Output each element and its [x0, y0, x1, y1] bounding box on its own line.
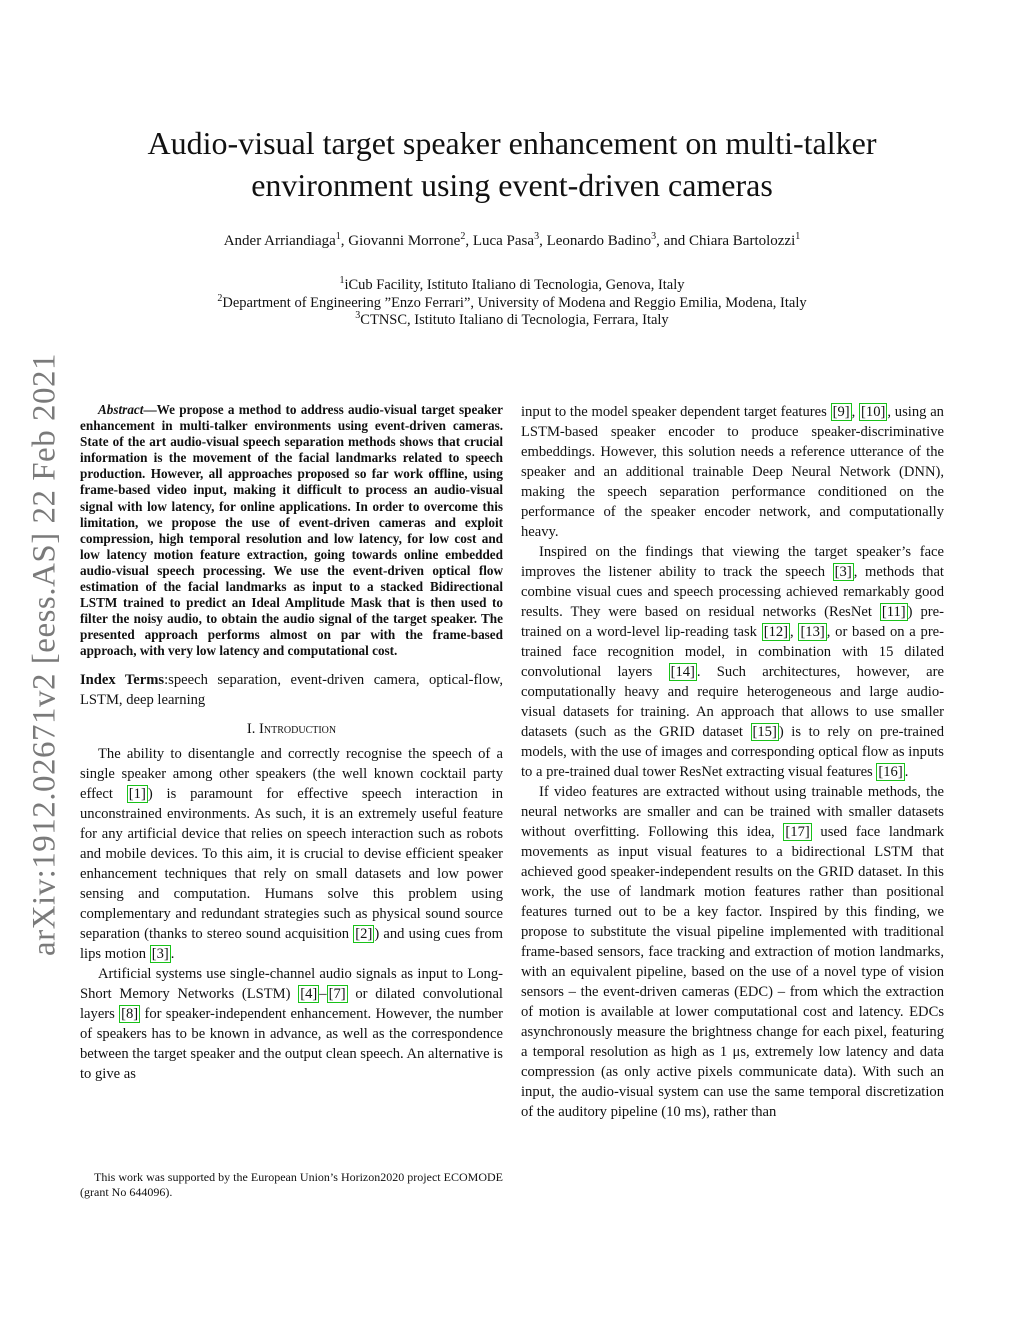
right-column — [521, 402, 944, 1122]
affiliation-line — [80, 292, 944, 313]
funding-footnote: This work was supported by the European Union’s Horizon2020 project ECOMODE (grant No 644096). — [80, 1170, 503, 1199]
right-body-text — [521, 402, 944, 1122]
affiliation-list — [80, 277, 944, 330]
citation-link[interactable]: [10] — [861, 404, 886, 420]
paper-title: Audio-visual target speaker enhancement on multi-talker environment using event-driven cameras — [147, 125, 877, 203]
body-paragraph: Artificial systems use single-channel audio signals as input to Long-Short Memory Networks (LSTM) [4] – [7] or dilated convolutional layers [8] for speaker-independent enhancement. However, the number of speakers has to be known in advance, as well as the correspondence between the target speaker and the output clean speech. An alternative is to give as — [80, 965, 503, 1082]
affiliation-line — [80, 277, 944, 295]
affiliation-text: CTNSC, Istituto Italiano di Tecnologia, Ferrara, Italy — [360, 312, 669, 328]
body-paragraph: The ability to disentangle and correctly recognise the speech of a single speaker among other speakers (the well known cocktail party effect [1] ) is paramount for effective speech interaction in unconstrained environments. As such, it is an extremely useful feature for any artificial device that relies on speech interaction such as robots and mobile devices. To this aim, it is crucial to devise efficient speaker enhancement techniques that rely on small datasets and low power sensing and computation. Humans solve this problem using complementary and redundant strategies such as physical sound source separation (thanks to stereo sound acquisition [2] ) and using cues from lips motion [3] . — [80, 745, 503, 962]
abstract-label: Abstract — [98, 402, 144, 417]
citation-link[interactable]: [16] — [878, 764, 903, 780]
author-affiliation-mark: 1 — [795, 231, 801, 242]
author-name: Leonardo Badino — [546, 233, 652, 249]
author-affiliation-mark: 2 — [460, 231, 466, 242]
author-affiliation-mark: 1 — [335, 231, 341, 242]
citation-link[interactable]: [4] — [300, 985, 318, 1002]
author-list: Ander Arriandiaga$^1$, Giovanni Morrone$^2$, Luca Pasa$^3$, Leonardo Badino$^3$, and Chiara Bartolozzi$^1$ — [223, 231, 801, 249]
left-body-text — [80, 744, 503, 1084]
author-affiliation-mark: 3 — [534, 231, 540, 242]
affiliation-number: 2 — [217, 292, 223, 304]
citation-link[interactable]: [14] — [670, 664, 695, 680]
author-name: Chiara Bartolozzi — [689, 233, 796, 249]
affiliation-line — [80, 312, 944, 330]
affiliation-text: iCub Facility, Istituto Italiano di Tecnologia, Genova, Italy — [344, 277, 685, 293]
citation-link[interactable]: [9] — [832, 404, 850, 420]
left-column — [80, 402, 503, 1084]
citation-link[interactable]: [3] — [151, 945, 169, 962]
section-heading-introduction — [80, 719, 503, 739]
section-numeral: I. — [246, 720, 256, 737]
affiliation-number: 1 — [339, 275, 345, 287]
abstract: Abstract—We propose a method to address audio-visual target speaker enhancement in multi-talker environments using event-driven cameras. State of the art audio-visual speech separation methods shows that crucial information is the movement of the facial landmarks related to speech production. However, all approaches proposed so far work offline, using frame-based video input, making it difficult to process an audio-visual signal with low latency, for online applications. In order to overcome this limitation, we propose the use of event-driven cameras and exploit compression, high temporal resolution and low latency, for low cost and low latency motion feature extraction, going towards online embedded audio-visual speech processing. We use the event-driven optical flow estimation of the facial landmarks as input to a stacked Bidirectional LSTM trained to predict an Ideal Amplitude Mask that is then used to filter the noisy audio, to obtain the audio signal of the target speaker. The presented approach performs almost on par with the frame-based approach, with very low latency and computational cost. — [80, 402, 503, 659]
index-terms: Index Terms:speech separation, event-driven camera, optical-flow, LSTM, deep learning — [80, 671, 503, 708]
author-affiliation-mark: 3 — [651, 231, 657, 242]
index-terms-text: speech separation, event-driven camera, optical-flow, LSTM, deep learning — [80, 671, 503, 708]
citation-link[interactable]: [13] — [800, 624, 825, 640]
abstract-text: We propose a method to address audio-visual target speaker enhancement in multi-talker environments using event-driven cameras. State of the art audio-visual speech separation methods shows that crucial information is the movement of the facial landmarks related to speech production. However, all approaches proposed so far work offline, using frame-based video input, making it difficult to process an audio-visual signal with low latency, for online applications. In order to overcome this limitation, we propose the use of event-driven cameras and exploit compression, high temporal resolution and low latency, for low cost and low latency motion feature extraction, going towards online embedded audio-visual speech processing. We use the event-driven optical flow estimation of the facial landmarks as input to a stacked Bidirectional LSTM trained to predict an Ideal Amplitude Mask that is then used to filter the noisy audio, to obtain the audio signal of the target speaker. The presented approach performs almost on par with the frame-based approach, with very low latency and computational cost. — [80, 402, 503, 659]
citation-link[interactable]: [1] — [128, 785, 146, 802]
body-paragraph: If video features are extracted without using trainable methods, the neural networks are smaller and can be trained with smaller datasets without overfitting. Following this idea, [17] used face landmark movements as input visual features to a bidirectional LSTM that achieved good speaker-independent results on the GRID dataset. In this work, the use of landmark motion features rather than positional features turned out to be a key factor. Inspired by this finding, we propose to substitute the visual pipeline implemented with traditional frame-based sensors, face tracking and extraction of motion landmarks, with an equivalent pipeline, based on the use of a novel type of vision sensors – the event-driven cameras (EDC) – from which the extraction of motion is available at lower computational cost and latency. EDCs asynchronously measure the brightness change for each pixel, featuring a temporal resolution as high as 1 μs, extremely low latency and data compression (as only active pixels communicate data). With such an input, the audio-visual system can use the same temporal discretization of the auditory pipeline (10 ms), rather than — [521, 784, 944, 1120]
author-name: Ander Arriandiaga — [223, 233, 336, 249]
citation-link[interactable]: [7] — [328, 985, 346, 1002]
body-paragraph: Inspired on the findings that viewing the target speaker’s face improves the listener ability to track the speech [3] , methods that combine visual cues and speech processing achieved remarkably good results. They were based on residual networks (ResNet [11] ) pre-trained on a word-level lip-reading task [12] , [13] , or based on a pre-trained face recognition model, in combination with 15 dilated convolutional layers [14] . Such architectures, however, are computationally heavy and require heterogeneous and large audio-visual datasets for training. An approach that allows to use smaller datasets (such as the GRID dataset [15] ) is to rely on pre-trained models, with the use of images and corresponding optical flow as inputs to a pre-trained dual tower ResNet extracting visual features [16] . — [521, 544, 945, 780]
citation-link[interactable]: [3] — [834, 564, 852, 580]
affiliation-text: Department of Engineering ”Enzo Ferrari”, University of Modena and Reggio Emilia, Modena, Italy — [222, 294, 807, 311]
affiliation-number: 3 — [355, 310, 361, 322]
section-title: Introduction — [259, 720, 337, 737]
arxiv-side-identifier: arXiv:1912.02671v2 [eess.AS] 22 Feb 2021 — [26, 353, 63, 957]
author-name: Luca Pasa — [472, 233, 535, 249]
citation-link[interactable]: [11] — [881, 604, 906, 620]
index-terms-label: Index Terms — [80, 671, 165, 688]
citation-link[interactable]: [8] — [121, 1005, 139, 1022]
citation-link[interactable]: [2] — [355, 925, 373, 942]
citation-link[interactable]: [15] — [752, 724, 777, 740]
citation-link[interactable]: [17] — [785, 824, 810, 840]
body-paragraph: input to the model speaker dependent target features [9] , [10] , using an LSTM-based speaker encoder to produce speaker-discriminative embeddings. However, this solution needs a reference utterance of the speaker and an additional trainable Deep Neural Network (DNN), making the speech separation performance conditioned on the performance of the speaker encoder network, and computationally heavy. — [521, 404, 944, 540]
author-name: Giovanni Morrone — [348, 233, 461, 249]
citation-link[interactable]: [12] — [763, 624, 789, 640]
